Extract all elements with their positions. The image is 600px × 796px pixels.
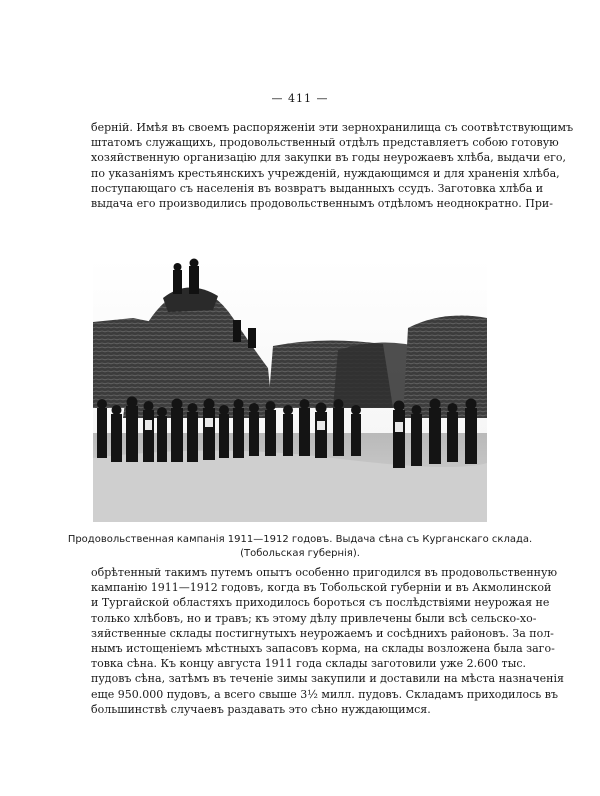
text-line: только хлѣбовъ, но и травъ; къ этому дѣлу привлечены были всѣ сельско-хо-: [91, 611, 537, 625]
text-line: большинствѣ случаевъ раздавать это сѣно нуждающимся.: [91, 702, 431, 716]
hay-stacks-photo: [93, 258, 487, 522]
text-line: обрѣтенный такимъ путемъ опытъ особенно пригодился въ продовольственную: [91, 566, 558, 579]
figure-caption-location: (Тобольская губернія).: [240, 548, 360, 559]
text-line: штатомъ служащихъ, продовольственный отдѣлъ представляетъ собою готовую: [91, 136, 559, 150]
text-line: и Тургайской областяхъ приходилось бороться съ послѣдствіями неурожая не: [91, 596, 550, 610]
text-line: нымъ истощеніемъ мѣстныхъ запасовъ корма, на склады возложена была заго-: [91, 641, 555, 655]
figure-caption: Продовольственная кампанія 1911—1912 годовъ. Выдача сѣна съ Курганскаго склада.: [67, 534, 533, 545]
text-line: зяйственные склады постигнутыхъ неурожаемъ и сосѣднихъ районовъ. За пол-: [91, 626, 554, 640]
bottom-paragraph: [91, 565, 564, 717]
top-paragraph: [91, 120, 574, 211]
text-line: еще 950.000 пудовъ, а всего свыше 3½ милл. пудовъ. Складамъ приходилось въ: [91, 687, 558, 701]
text-line: берній. Имѣя въ своемъ распоряженіи эти зернохранилища съ соотвѣтствующимъ: [91, 121, 574, 134]
text-line: товка сѣна. Къ концу августа 1911 года склады заготовили уже 2.600 тыс.: [91, 657, 527, 671]
text-line: выдача его производились продовольственнымъ отдѣломъ неоднократно. При-: [91, 196, 553, 210]
page-number: — 411 —: [271, 92, 329, 105]
text-line: пудовъ сѣна, затѣмъ въ теченіе зимы закупили и доставили на мѣста назначенія: [91, 672, 564, 686]
text-line: хозяйственную организацію для закупки въ годы неурожаевъ хлѣба, выдачи его,: [91, 151, 566, 165]
text-line: поступающаго съ населенія въ возвратъ выданныхъ ссудъ. Заготовка хлѣба и: [91, 181, 544, 195]
text-line: по указаніямъ крестьянскихъ учрежденій, нуждающимся и для храненія хлѣба,: [91, 166, 560, 180]
text-line: кампанію 1911—1912 годовъ, когда въ Тобольской губерніи и въ Акмолинской: [91, 581, 552, 595]
